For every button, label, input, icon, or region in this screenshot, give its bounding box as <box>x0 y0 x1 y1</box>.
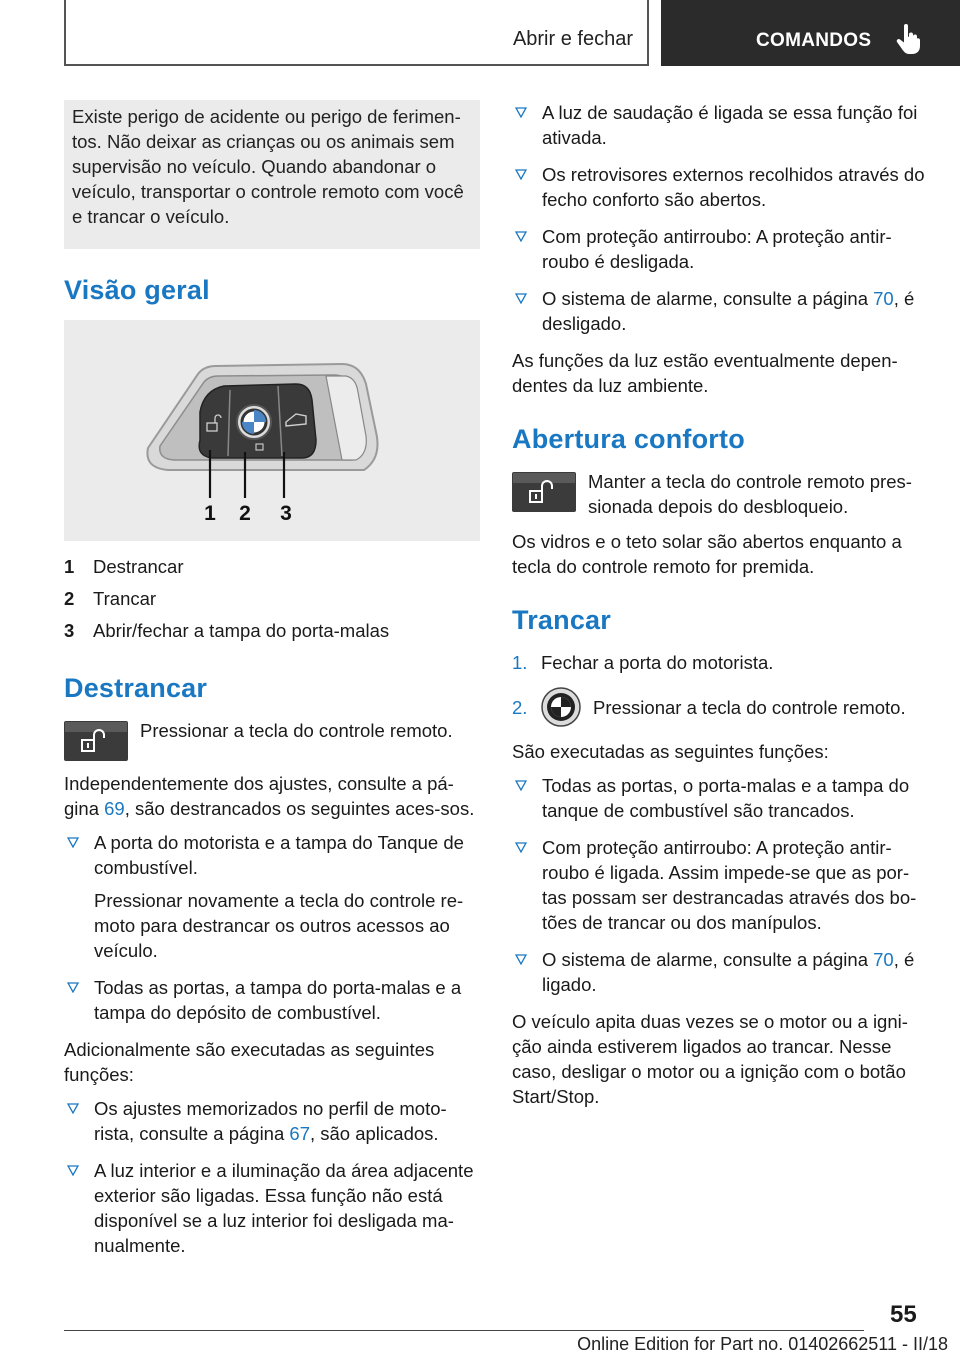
figure-label-1: 1 <box>204 502 216 525</box>
page-link-69[interactable]: 69 <box>104 798 125 819</box>
step-text: Pressionar a tecla do controle remoto. <box>593 696 906 718</box>
additional-bullets <box>64 1096 480 1258</box>
overview-heading: Visão geral <box>64 275 210 305</box>
step-text: Fechar a porta do motorista. <box>541 652 774 673</box>
bullet-text-end: , é ligado. <box>542 949 915 995</box>
bullet-text-end: , são aplicados. <box>309 1123 439 1144</box>
bullet-text: Os retrovisores externos recolhidos através do fecho conforto são abertos. <box>542 164 925 210</box>
bullet-text: A porta do motorista e a tampa do Tanque de combustível. <box>94 832 464 878</box>
welcome-bullets <box>512 100 926 336</box>
footer-divider <box>64 1330 864 1331</box>
bullet-text: Todas as portas, a tampa do porta-malas e a tampa do depósito de combustível. <box>94 977 462 1023</box>
list-item <box>512 773 926 823</box>
header-chapter-title: COMANDOS <box>756 30 872 51</box>
page-link-67[interactable]: 67 <box>289 1123 310 1144</box>
triangle-bullet-icon <box>515 231 527 242</box>
list-item <box>512 650 926 675</box>
comfort-instruction <box>512 469 926 519</box>
lock-bullets <box>512 773 926 997</box>
unlock-heading: Destrancar <box>64 673 208 703</box>
comfort-icon-text: Manter a tecla do controle remoto pres-sionada depois do desbloqueio. <box>588 471 912 517</box>
warning-box: Existe perigo de acidente ou perigo de ferimen-tos. Não deixar as crianças ou os animais sem supervisão no veículo. Quando abandonar o veículo, transportar o controle remoto com você e trancar o veículo. <box>64 100 480 249</box>
right-column <box>512 100 926 1118</box>
unlock-bullets <box>64 830 480 1025</box>
page-number: 55 <box>890 1301 917 1328</box>
list-item <box>512 947 926 997</box>
figure-label-3: 3 <box>280 502 292 525</box>
list-item <box>64 975 480 1025</box>
legend-number: 3 <box>64 620 75 641</box>
triangle-bullet-icon <box>515 780 527 791</box>
key-fob-illustration <box>64 320 480 541</box>
triangle-bullet-icon <box>515 169 527 180</box>
bullet-text: Todas as portas, o porta-malas e a tampa do tanque de combustível são trancados. <box>542 775 910 821</box>
legend-number: 2 <box>64 588 75 609</box>
triangle-bullet-icon <box>515 954 527 965</box>
comfort-note: Os vidros e o teto solar são abertos enquanto a tecla do controle remoto for premida. <box>512 531 902 577</box>
unlock-intro <box>64 771 480 821</box>
final-note: O veículo apita duas vezes se o motor ou a igni-ção ainda estiverem ligados ao trancar. Nesse caso, desligar o motor ou a ignição com o botão Start/Stop. <box>512 1011 908 1107</box>
legend-number: 1 <box>64 556 75 577</box>
list-item <box>64 830 480 963</box>
triangle-bullet-icon <box>515 107 527 118</box>
triangle-bullet-icon <box>67 837 79 848</box>
header-section-box <box>64 0 649 66</box>
bullet-text: O sistema de alarme, consulte a página <box>542 288 874 309</box>
bullet-text: O sistema de alarme, consulte a página <box>542 949 874 970</box>
legend-text: Destrancar <box>93 556 184 577</box>
page-link-70[interactable]: 70 <box>873 949 894 970</box>
light-note: As funções da luz estão eventualmente depen-dentes da luz ambiente. <box>512 350 898 396</box>
bullet-text-end: , é desligado. <box>542 288 915 334</box>
bullet-text: Com proteção antirroubo: A proteção antir-roubo é desligada. <box>542 226 892 272</box>
legend-item <box>64 551 480 583</box>
header-chapter-box <box>661 0 960 66</box>
triangle-bullet-icon <box>67 982 79 993</box>
step-number: 2. <box>512 696 528 718</box>
step-number: 1. <box>512 652 528 673</box>
bullet-text: Os ajustes memorizados no perfil de moto-rista, consulte a página <box>94 1098 447 1144</box>
unlock-instruction <box>64 718 480 761</box>
list-item <box>64 1096 480 1146</box>
pointing-hand-icon <box>895 24 921 54</box>
lock-functions-intro: São executadas as seguintes funções: <box>512 741 829 762</box>
bullet-text: A luz de saudação é ligada se essa função foi ativada. <box>542 102 918 148</box>
list-item <box>512 100 926 150</box>
triangle-bullet-icon <box>515 293 527 304</box>
additional-functions-intro: Adicionalmente são executadas as seguintes funções: <box>64 1039 435 1085</box>
list-item <box>512 835 926 935</box>
figure-label-2: 2 <box>239 502 251 525</box>
left-column <box>64 100 480 1270</box>
list-item <box>512 224 926 274</box>
figure-legend <box>64 551 480 647</box>
legend-item <box>64 583 480 615</box>
list-item <box>512 687 926 727</box>
legend-text: Abrir/fechar a tampa do porta-malas <box>93 620 390 641</box>
list-item <box>64 1158 480 1258</box>
unlock-intro-text: Independentemente dos ajustes, consulte a pá-gina <box>64 773 454 819</box>
comfort-opening-heading: Abertura conforto <box>512 424 745 454</box>
edition-footer: Online Edition for Part no. 01402662511 - II/18 <box>577 1334 948 1354</box>
bullet-subtext: Pressionar novamente a tecla do controle re-moto para destrancar os outros acessos ao veículo. <box>94 890 464 961</box>
triangle-bullet-icon <box>67 1103 79 1114</box>
lock-heading: Trancar <box>512 605 611 635</box>
legend-item <box>64 615 480 647</box>
unlock-button-icon <box>64 721 128 761</box>
list-item <box>512 162 926 212</box>
triangle-bullet-icon <box>67 1165 79 1176</box>
brand-logo-button-icon <box>541 687 581 727</box>
legend-text: Trancar <box>93 588 157 609</box>
unlock-button-icon <box>512 472 576 512</box>
page-link-70[interactable]: 70 <box>873 288 894 309</box>
bullet-text: A luz interior e a iluminação da área adjacente exterior são ligadas. Essa função não está disponível se a luz interior foi desligada ma-nualmente. <box>94 1160 474 1256</box>
triangle-bullet-icon <box>515 842 527 853</box>
header-section-title: Abrir e fechar <box>512 28 633 50</box>
list-item <box>512 286 926 336</box>
bullet-text: Com proteção antirroubo: A proteção antir-roubo é ligada. Assim impede-se que as por-tas possam ser destrancadas através dos bo-tões de trancar ou dos manípulos. <box>542 837 917 933</box>
lock-steps <box>512 650 926 727</box>
key-fob-figure <box>64 320 480 541</box>
unlock-icon-text: Pressionar a tecla do controle remoto. <box>140 720 453 741</box>
unlock-intro-text-end: , são destrancados os seguintes aces-sos. <box>124 798 475 819</box>
